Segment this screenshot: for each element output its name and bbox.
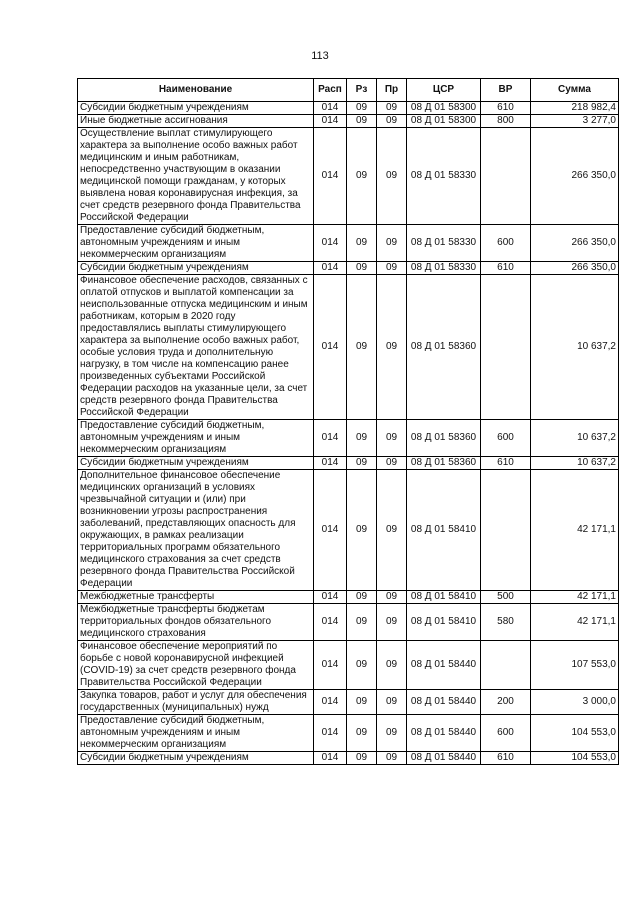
cell-pr: 09	[377, 591, 407, 604]
cell-csr: 08 Д 01 58440	[407, 641, 481, 690]
cell-vr: 600	[481, 715, 531, 752]
table-row	[78, 470, 619, 591]
cell-csr: 08 Д 01 58440	[407, 690, 481, 715]
cell-pr: 09	[377, 420, 407, 457]
cell-rz: 09	[347, 262, 377, 275]
cell-name: Субсидии бюджетным учреждениям	[78, 262, 314, 275]
cell-vr	[481, 128, 531, 225]
cell-sum: 42 171,1	[531, 470, 619, 591]
cell-name: Предоставление субсидий бюджетным, автономным учреждениям и иным некоммерческим организациям	[78, 715, 314, 752]
header-name: Наименование	[78, 79, 314, 102]
cell-csr: 08 Д 01 58360	[407, 457, 481, 470]
cell-sum: 104 553,0	[531, 715, 619, 752]
cell-csr: 08 Д 01 58440	[407, 752, 481, 765]
cell-pr: 09	[377, 457, 407, 470]
cell-rasp: 014	[314, 715, 347, 752]
cell-rz: 09	[347, 591, 377, 604]
cell-sum: 10 637,2	[531, 420, 619, 457]
table-row	[78, 420, 619, 457]
cell-csr: 08 Д 01 58330	[407, 262, 481, 275]
cell-sum: 104 553,0	[531, 752, 619, 765]
cell-sum: 42 171,1	[531, 591, 619, 604]
table-row	[78, 225, 619, 262]
cell-rasp: 014	[314, 102, 347, 115]
table-row	[78, 690, 619, 715]
cell-vr: 200	[481, 690, 531, 715]
cell-name: Субсидии бюджетным учреждениям	[78, 752, 314, 765]
cell-name: Дополнительное финансовое обеспечение медицинских организаций в условиях чрезвычайной ситуации и (или) при возникновении угрозы распространения заболеваний, представляющих опасность для окружающих, в рамках реализации территориальных программ обязательного медицинского страхования за счет средств резервного фонда Правительства Российской Федерации	[78, 470, 314, 591]
table-row	[78, 604, 619, 641]
page-number: 113	[311, 50, 329, 62]
cell-rz: 09	[347, 715, 377, 752]
cell-rz: 09	[347, 102, 377, 115]
cell-rz: 09	[347, 225, 377, 262]
cell-name: Межбюджетные трансферты бюджетам территориальных фондов обязательного медицинского страхования	[78, 604, 314, 641]
cell-name: Иные бюджетные ассигнования	[78, 115, 314, 128]
cell-csr: 08 Д 01 58300	[407, 102, 481, 115]
cell-name: Предоставление субсидий бюджетным, автономным учреждениям и иным некоммерческим организациям	[78, 225, 314, 262]
cell-name: Финансовое обеспечение расходов, связанных с оплатой отпусков и выплатой компенсации за неиспользованные отпуска медицинским и иным работникам, которым в 2020 году предоставлялись выплаты стимулирующего характера за выполнение особо важных работ, особые условия труда и дополнительную нагрузку, в том числе на компенсацию ранее произведенных субъектами Российской Федерации расходов на указанные цели, за счет средств резервного фонда Правительства Российской Федерации	[78, 275, 314, 420]
header-row	[78, 79, 619, 102]
cell-pr: 09	[377, 275, 407, 420]
cell-pr: 09	[377, 604, 407, 641]
cell-sum: 10 637,2	[531, 457, 619, 470]
cell-rasp: 014	[314, 591, 347, 604]
table-row	[78, 715, 619, 752]
cell-rasp: 014	[314, 275, 347, 420]
header-rasp: Расп	[314, 79, 347, 102]
cell-vr: 610	[481, 457, 531, 470]
cell-csr: 08 Д 01 58360	[407, 420, 481, 457]
cell-rasp: 014	[314, 752, 347, 765]
cell-rz: 09	[347, 690, 377, 715]
cell-pr: 09	[377, 715, 407, 752]
header-vr: ВР	[481, 79, 531, 102]
cell-rasp: 014	[314, 470, 347, 591]
cell-csr: 08 Д 01 58410	[407, 591, 481, 604]
cell-vr: 500	[481, 591, 531, 604]
cell-sum: 3 000,0	[531, 690, 619, 715]
cell-pr: 09	[377, 470, 407, 591]
cell-sum: 266 350,0	[531, 262, 619, 275]
cell-pr: 09	[377, 225, 407, 262]
cell-name: Осуществление выплат стимулирующего характера за выполнение особо важных работ медицинским и иным работникам, непосредственно участвующим в оказании медицинской помощи гражданам, у которых выявлена новая коронавирусная инфекция, за счет средств резервного фонда Правительства Российской Федерации	[78, 128, 314, 225]
cell-sum: 3 277,0	[531, 115, 619, 128]
cell-csr: 08 Д 01 58360	[407, 275, 481, 420]
cell-pr: 09	[377, 115, 407, 128]
table-row	[78, 262, 619, 275]
cell-rasp: 014	[314, 420, 347, 457]
cell-vr: 600	[481, 420, 531, 457]
cell-csr: 08 Д 01 58300	[407, 115, 481, 128]
header-pr: Пр	[377, 79, 407, 102]
cell-rasp: 014	[314, 457, 347, 470]
cell-rasp: 014	[314, 641, 347, 690]
cell-pr: 09	[377, 262, 407, 275]
cell-pr: 09	[377, 690, 407, 715]
cell-sum: 266 350,0	[531, 128, 619, 225]
table-row	[78, 591, 619, 604]
cell-name: Субсидии бюджетным учреждениям	[78, 102, 314, 115]
cell-sum: 266 350,0	[531, 225, 619, 262]
cell-vr	[481, 641, 531, 690]
cell-sum: 107 553,0	[531, 641, 619, 690]
table-row	[78, 752, 619, 765]
cell-sum: 42 171,1	[531, 604, 619, 641]
header-rz: Рз	[347, 79, 377, 102]
cell-rz: 09	[347, 641, 377, 690]
cell-pr: 09	[377, 641, 407, 690]
table-row	[78, 102, 619, 115]
cell-rasp: 014	[314, 225, 347, 262]
table-row	[78, 128, 619, 225]
budget-table	[77, 78, 619, 765]
cell-vr: 610	[481, 102, 531, 115]
cell-rz: 09	[347, 470, 377, 591]
cell-csr: 08 Д 01 58440	[407, 715, 481, 752]
cell-name: Финансовое обеспечение мероприятий по борьбе с новой коронавирусной инфекцией (COVID-19) за счет средств резервного фонда Правительства Российской Федерации	[78, 641, 314, 690]
cell-rz: 09	[347, 128, 377, 225]
cell-vr: 580	[481, 604, 531, 641]
cell-rasp: 014	[314, 115, 347, 128]
cell-pr: 09	[377, 752, 407, 765]
table-row	[78, 115, 619, 128]
cell-name: Закупка товаров, работ и услуг для обеспечения государственных (муниципальных) нужд	[78, 690, 314, 715]
cell-sum: 10 637,2	[531, 275, 619, 420]
cell-csr: 08 Д 01 58330	[407, 225, 481, 262]
table-body	[78, 102, 619, 765]
cell-vr: 610	[481, 752, 531, 765]
cell-name: Межбюджетные трансферты	[78, 591, 314, 604]
cell-rz: 09	[347, 275, 377, 420]
table-row	[78, 641, 619, 690]
cell-vr: 800	[481, 115, 531, 128]
cell-sum: 218 982,4	[531, 102, 619, 115]
cell-rz: 09	[347, 420, 377, 457]
header-csr: ЦСР	[407, 79, 481, 102]
cell-name: Предоставление субсидий бюджетным, автономным учреждениям и иным некоммерческим организациям	[78, 420, 314, 457]
cell-name: Субсидии бюджетным учреждениям	[78, 457, 314, 470]
cell-rz: 09	[347, 604, 377, 641]
cell-rasp: 014	[314, 128, 347, 225]
cell-pr: 09	[377, 128, 407, 225]
cell-rasp: 014	[314, 604, 347, 641]
cell-csr: 08 Д 01 58410	[407, 470, 481, 591]
cell-pr: 09	[377, 102, 407, 115]
cell-vr	[481, 470, 531, 591]
header-sum: Сумма	[531, 79, 619, 102]
cell-rz: 09	[347, 115, 377, 128]
cell-vr	[481, 275, 531, 420]
cell-csr: 08 Д 01 58410	[407, 604, 481, 641]
table-row	[78, 457, 619, 470]
cell-csr: 08 Д 01 58330	[407, 128, 481, 225]
cell-vr: 610	[481, 262, 531, 275]
table-row	[78, 275, 619, 420]
cell-rasp: 014	[314, 262, 347, 275]
cell-rz: 09	[347, 752, 377, 765]
cell-rasp: 014	[314, 690, 347, 715]
cell-vr: 600	[481, 225, 531, 262]
cell-rz: 09	[347, 457, 377, 470]
